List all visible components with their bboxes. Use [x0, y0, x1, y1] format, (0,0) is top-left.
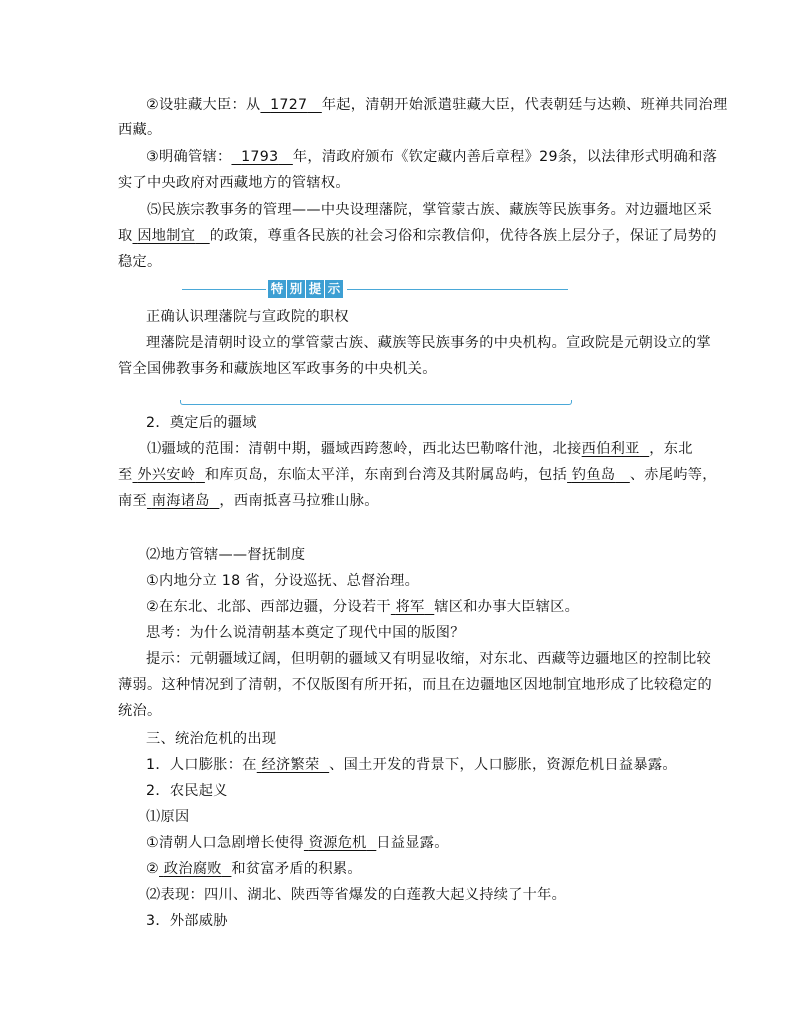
- text-line: ⑴原因: [146, 809, 190, 825]
- tip-body: 理藩院是清朝时设立的掌管蒙古族、藏族等民族事务的中央机构。宣政院是元朝设立的掌: [146, 335, 712, 351]
- tip-char: 示: [325, 280, 343, 298]
- answer-blank: 因地制宜: [137, 228, 196, 244]
- tip-bottom-border: [180, 400, 572, 405]
- text-line: 稳定。: [118, 254, 162, 270]
- text-line: 南至 南海诸岛 ，西南抵喜马拉雅山脉。: [118, 493, 379, 509]
- answer-blank: 西伯利亚: [581, 441, 640, 457]
- text-line: 至 外兴安岭 和库页岛，东临太平洋，东南到台湾及其附属岛屿，包括 钓鱼岛 、赤尾屿等，: [118, 467, 717, 483]
- think-question: 思考：为什么说清朝基本奠定了现代中国的版图？: [146, 625, 465, 641]
- answer-blank: 1727: [270, 97, 308, 113]
- answer-blank: 政治腐败: [163, 861, 222, 877]
- tip-char: 提: [306, 280, 324, 298]
- text-line: ①内地分立 18 省，分设巡抚、总督治理。: [146, 573, 420, 589]
- tip-line-right: [347, 289, 568, 290]
- text-line: 2．农民起义: [146, 783, 228, 799]
- text-line: 1．人口膨胀：在 经济繁荣 、国土开发的背景下，人口膨胀，资源危机日益暴露。: [146, 757, 677, 773]
- answer-blank: 将军: [395, 599, 425, 615]
- tip-title: 正确认识理藩院与宣政院的职权: [146, 309, 349, 325]
- answer-blank: 外兴安岭: [137, 467, 196, 483]
- text-line: ③明确管辖： 1793 年，清政府颁布《钦定藏内善后章程》29条，以法律形式明确和落: [146, 149, 718, 165]
- text-line: ①清朝人口急剧增长使得 资源危机 日益显露。: [146, 835, 449, 851]
- answer-blank: 钓鱼岛: [571, 467, 616, 483]
- section-heading: 2．奠定后的疆域: [146, 415, 257, 431]
- text-line: ⑵地方管辖——督抚制度: [146, 547, 306, 563]
- answer-blank: 经济繁荣: [261, 757, 320, 773]
- tip-char: 别: [287, 280, 305, 298]
- answer-blank: 南海诸岛: [151, 493, 210, 509]
- hint-text: 统治。: [118, 703, 162, 719]
- answer-blank: 资源危机: [308, 835, 367, 851]
- tip-label: [268, 280, 344, 298]
- answer-blank: 1793: [241, 149, 279, 165]
- hint-text: 提示：元朝疆域辽阔，但明朝的疆域又有明显收缩，对东北、西藏等边疆地区的控制比较: [146, 651, 712, 667]
- tip-body: 管全国佛教事务和藏族地区军政事务的中央机关。: [118, 361, 437, 377]
- text-line: ⑴疆域的范围：清朝中期，疆域西跨葱岭，西北达巴勒喀什池，北接西伯利亚 ，东北: [147, 441, 693, 457]
- text-line: ②在东北、北部、西部边疆，分设若干 将军 辖区和办事大臣辖区。: [146, 599, 580, 615]
- text-line: 取 因地制宜 的政策，尊重各民族的社会习俗和宗教信仰，优待各族上层分子，保证了局势的: [118, 228, 717, 244]
- tip-line-left: [182, 289, 266, 290]
- text-line: 实了中央政府对西藏地方的管辖权。: [118, 175, 350, 191]
- tip-char: 特: [268, 280, 286, 298]
- text-line: ②设驻藏大臣：从 1727 年起，清朝开始派遣驻藏大臣，代表朝廷与达赖、班禅共同治理: [146, 97, 728, 113]
- hint-text: 薄弱。这种情况到了清朝，不仅版图有所开拓，而且在边疆地区因地制宜地形成了比较稳定的: [118, 677, 712, 693]
- tip-banner: [182, 279, 568, 299]
- text-line: ⑵表现：四川、湖北、陕西等省爆发的白莲教大起义持续了十年。: [146, 887, 567, 903]
- text-line: ⑸民族宗教事务的管理——中央设理藩院，掌管蒙古族、藏族等民族事务。对边疆地区采: [147, 202, 713, 218]
- text-line: 西藏。: [118, 122, 162, 138]
- text-line: ② 政治腐败 和贫富矛盾的积累。: [146, 861, 362, 877]
- section-heading: 三、统治危机的出现: [146, 731, 277, 747]
- text-line: 3．外部威胁: [146, 913, 228, 929]
